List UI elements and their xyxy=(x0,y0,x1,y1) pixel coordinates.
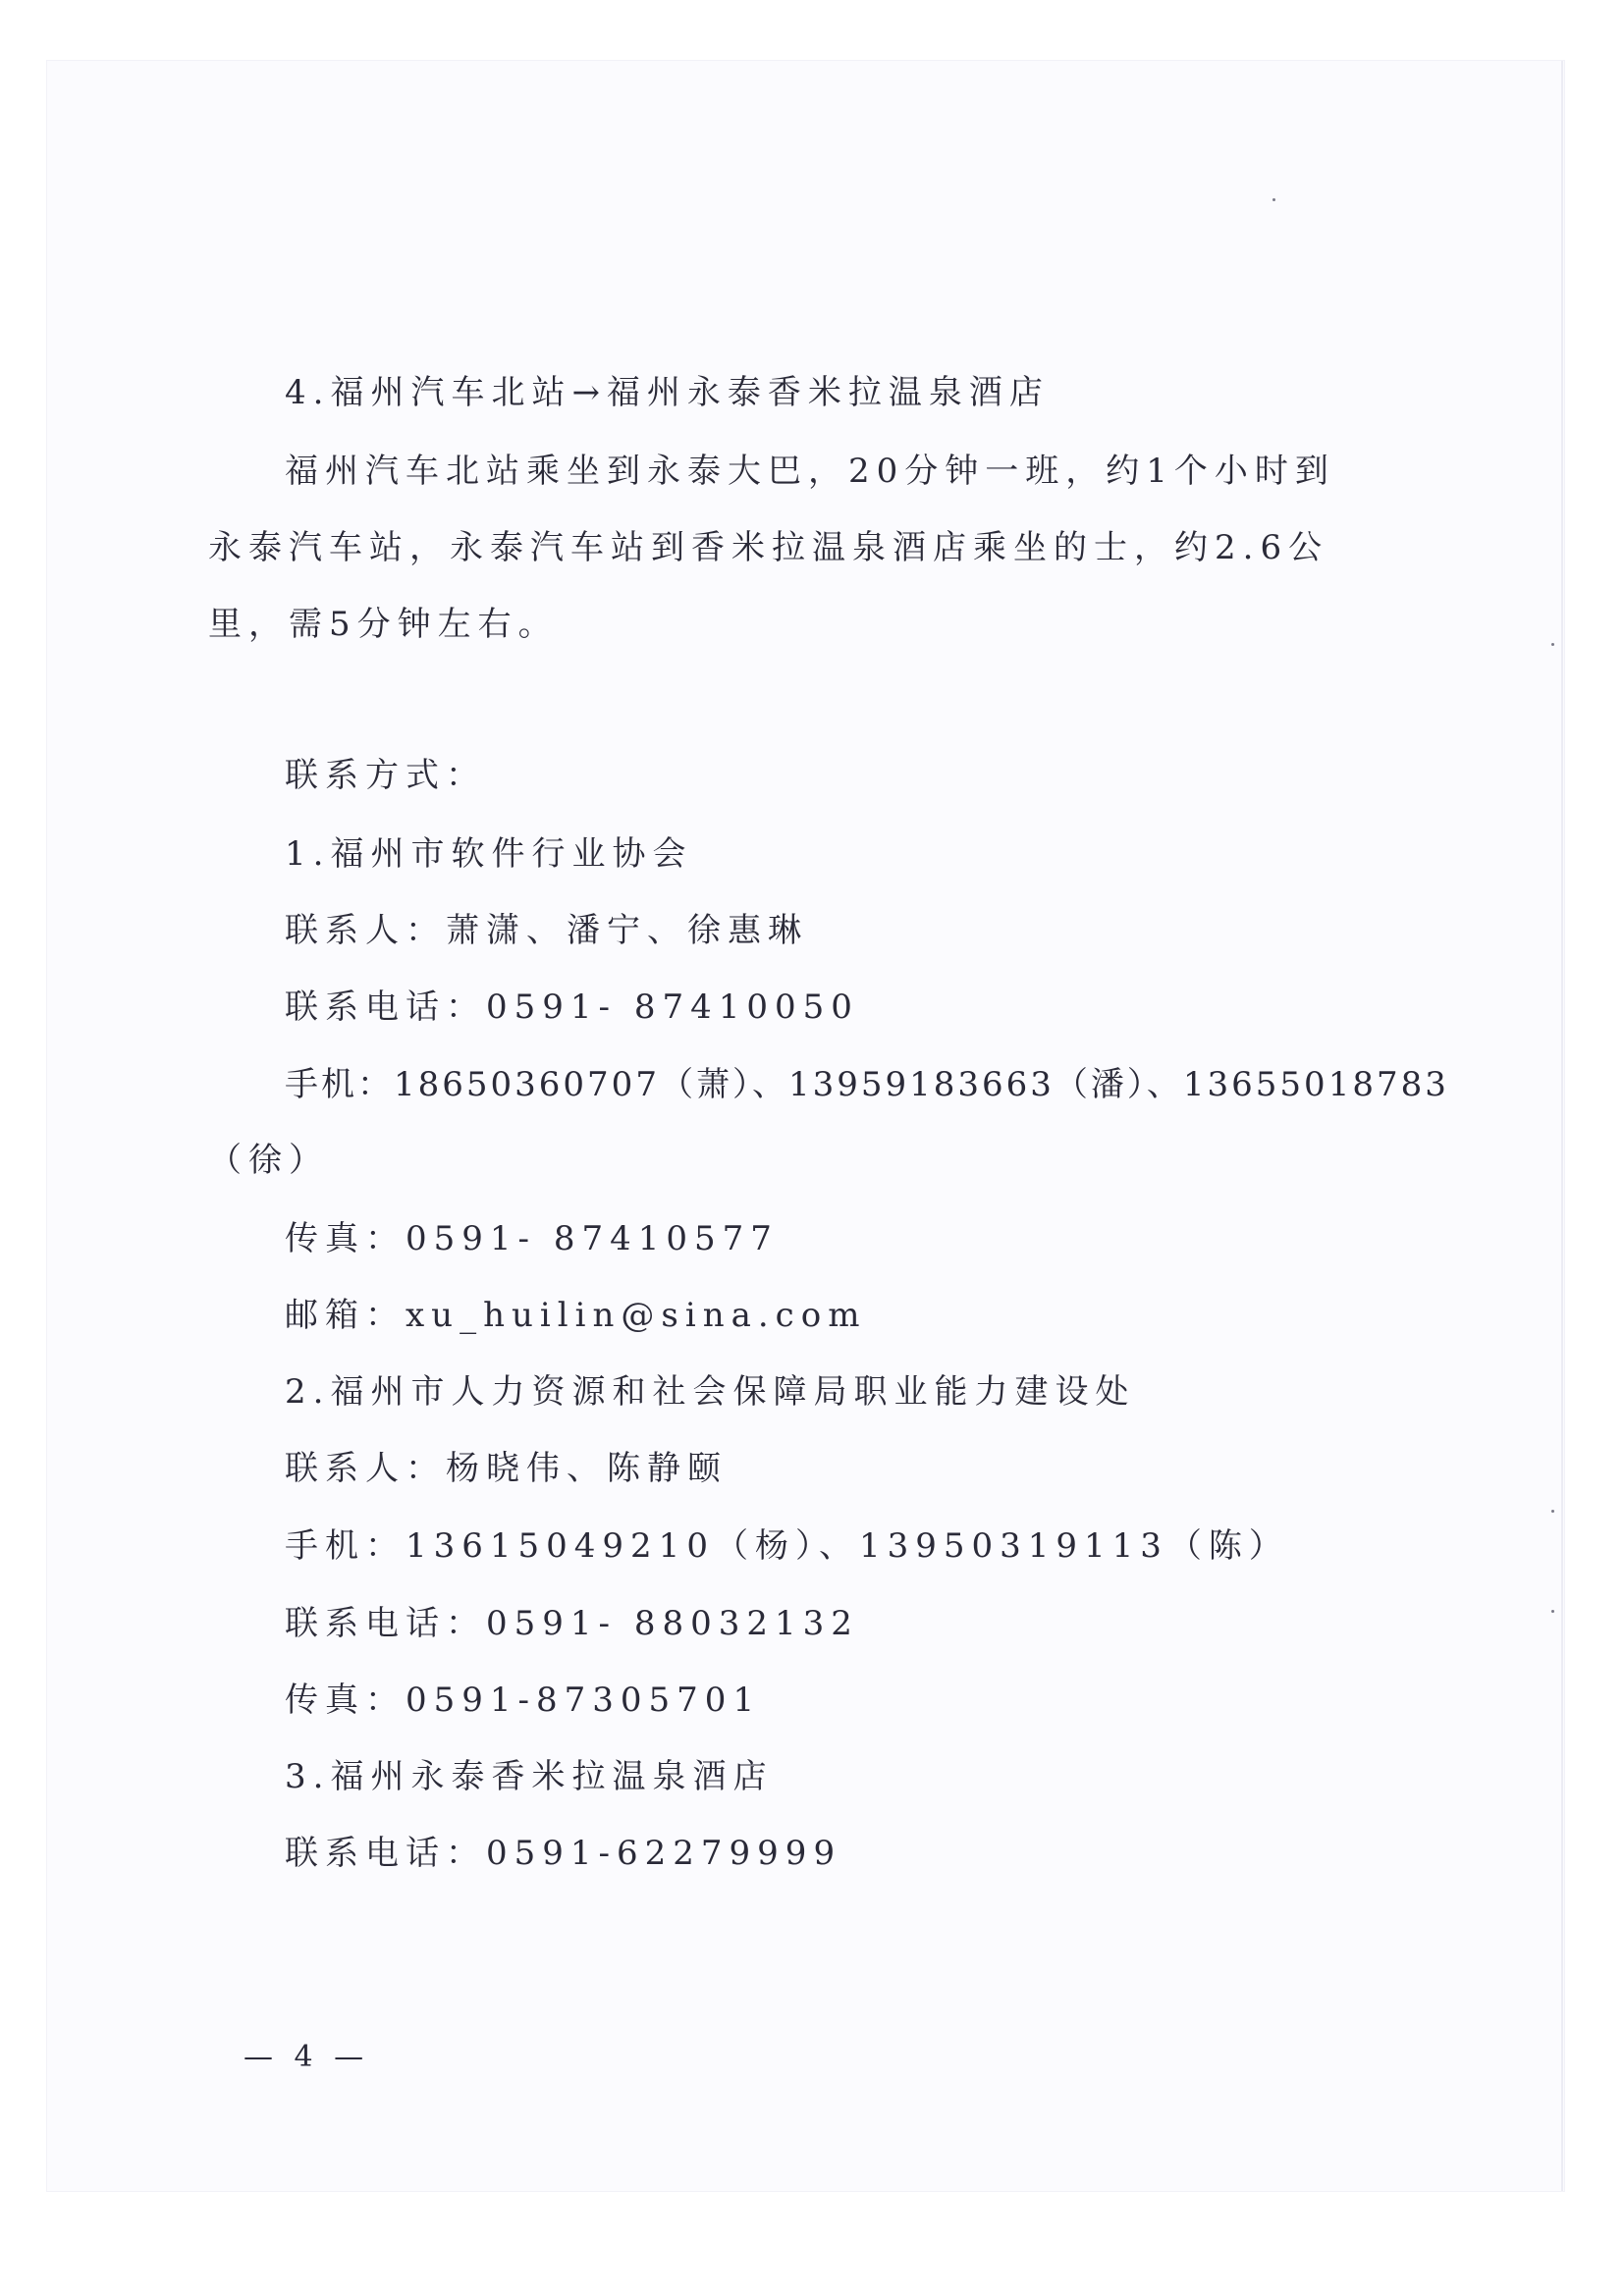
scan-speck xyxy=(1272,198,1275,201)
page-number: — 4 — xyxy=(244,2040,370,2074)
org2-fax: 传真：0591-87305701 xyxy=(285,1681,762,1720)
route-description-line: 福州汽车北站乘坐到永泰大巴，20分钟一班，约1个小时到 xyxy=(285,452,1335,491)
route-description-line: 里，需5分钟左右。 xyxy=(208,605,559,644)
org1-email: 邮箱：xu_huilin@sina.com xyxy=(285,1296,867,1335)
contacts-title: 联系方式： xyxy=(285,756,486,795)
route-description-line: 永泰汽车站，永泰汽车站到香米拉温泉酒店乘坐的士，约2.6公 xyxy=(208,528,1329,567)
org2-name: 2.福州市人力资源和社会保障局职业能力建设处 xyxy=(285,1372,1136,1412)
org1-name: 1.福州市软件行业协会 xyxy=(285,834,693,874)
org2-phone: 联系电话：0591- 88032132 xyxy=(285,1604,859,1643)
org2-persons: 联系人：杨晓伟、陈静颐 xyxy=(285,1449,728,1488)
org1-persons: 联系人：萧潇、潘宁、徐惠琳 xyxy=(285,911,808,950)
org3-phone: 联系电话：0591-62279999 xyxy=(285,1834,842,1873)
org1-mobile: 手机：18650360707（萧）、13959183663（潘）、13655018783 xyxy=(285,1065,1449,1104)
org1-fax: 传真：0591- 87410577 xyxy=(285,1219,779,1258)
org1-mobile-continued: （徐） xyxy=(208,1141,329,1180)
route-heading: 4.福州汽车北站→福州永泰香米拉温泉酒店 xyxy=(285,373,1050,412)
org3-name: 3.福州永泰香米拉温泉酒店 xyxy=(285,1757,774,1796)
org1-phone: 联系电话：0591- 87410050 xyxy=(285,988,859,1027)
scan-speck xyxy=(1551,643,1554,646)
scan-speck xyxy=(1551,1510,1554,1513)
org2-mobile: 手机：13615049210（杨）、13950319113（陈） xyxy=(285,1526,1289,1566)
scan-speck xyxy=(1551,1610,1554,1613)
page-edge xyxy=(1561,61,1563,2191)
